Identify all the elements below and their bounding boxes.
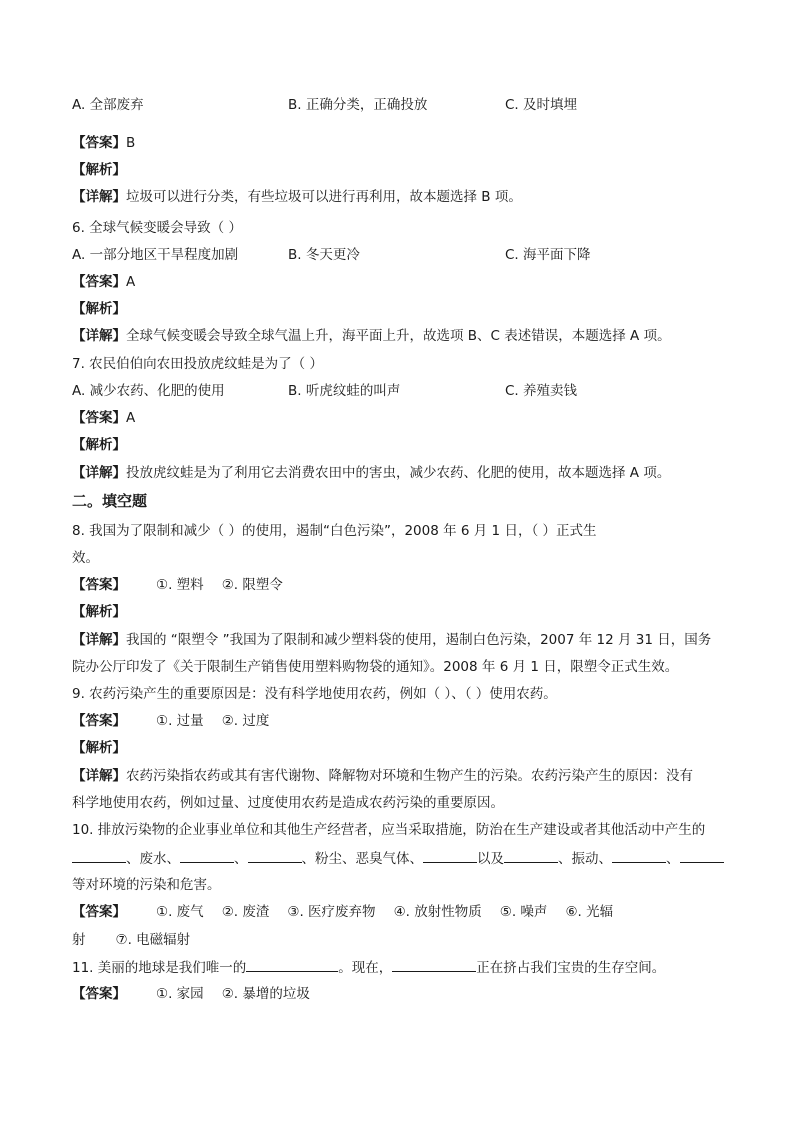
section-title: 二。填空题	[72, 492, 148, 510]
q8-question-line2: 效。	[72, 550, 99, 566]
answer-tag: 【答案】	[72, 904, 126, 920]
answer-item-1: ①. 塑料	[156, 577, 204, 593]
answer-item-7: ⑦. 电磁辐射	[115, 932, 191, 948]
answer-tag: 【答案】	[72, 713, 126, 729]
q6-question: 6. 全球气候变暖会导致（ ）	[72, 220, 242, 236]
answer-value: B	[126, 135, 136, 151]
q6-option-a: A. 一部分地区干旱程度加剧	[72, 247, 239, 263]
q10-text: 以及	[477, 851, 504, 867]
fill-blank	[180, 848, 234, 863]
q9-detail-line2: 科学地使用农药，例如过量、过度使用农药是造成农药污染的重要原因。	[72, 795, 504, 811]
q11-text: 11. 美丽的地球是我们唯一的	[72, 960, 247, 976]
q8-analysis-tag: 【解析】	[72, 604, 126, 620]
q7-option-c: C. 养殖卖钱	[505, 383, 578, 399]
q7-option-b: B. 听虎纹蛙的叫声	[288, 383, 401, 399]
q11-text: 正在挤占我们宝贵的生存空间。	[476, 960, 666, 976]
q8-answer	[72, 575, 283, 595]
detail-tag: 【详解】	[72, 328, 126, 344]
answer-item-2: ②. 暴增的垃圾	[221, 986, 310, 1002]
answer-item-6-cont: 射	[72, 932, 86, 948]
answer-item-1: ①. 废气	[156, 904, 204, 920]
q5-detail	[72, 187, 522, 207]
answer-item-4: ④. 放射性物质	[393, 904, 482, 920]
q7-answer	[72, 408, 135, 428]
fill-blank	[504, 848, 558, 863]
answer-item-1: ①. 过量	[156, 713, 204, 729]
q10-answer	[72, 902, 613, 922]
detail-tag: 【详解】	[72, 632, 126, 648]
detail-tag: 【详解】	[72, 465, 126, 481]
answer-item-5: ⑤. 噪声	[499, 904, 548, 920]
fill-blank	[612, 848, 666, 863]
q10-question-line2	[72, 848, 724, 869]
answer-tag: 【答案】	[72, 274, 126, 290]
q10-answer-line2	[72, 930, 190, 950]
q7-question: 7. 农民伯伯向农田投放虎纹蛙是为了（ ）	[72, 356, 323, 372]
answer-tag: 【答案】	[72, 135, 126, 151]
q5-analysis-tag: 【解析】	[72, 162, 126, 178]
q10-text: 、	[234, 851, 248, 867]
answer-value: A	[126, 274, 136, 290]
q10-text: 、振动、	[558, 851, 612, 867]
q6-answer	[72, 272, 135, 292]
detail-tag: 【详解】	[72, 189, 126, 205]
answer-item-6: ⑥. 光辐	[565, 904, 614, 920]
q5-option-b: B. 正确分类，正确投放	[288, 97, 428, 113]
answer-item-2: ②. 限塑令	[221, 577, 283, 593]
q6-option-c: C. 海平面下降	[505, 247, 591, 263]
q6-detail	[72, 326, 671, 346]
detail-text: 垃圾可以进行分类，有些垃圾可以进行再利用，故本题选择 B 项。	[126, 189, 522, 205]
q7-option-a: A. 减少农药、化肥的使用	[72, 383, 225, 399]
q10-text: 、废水、	[126, 851, 180, 867]
q9-detail-line1	[72, 766, 693, 786]
q8-question-line1: 8. 我国为了限制和减少（ ）的使用，遏制“白色污染”，2008 年 6 月 1 日，（ ）正式生	[72, 523, 597, 539]
q7-analysis-tag: 【解析】	[72, 437, 126, 453]
q11-question	[72, 957, 665, 978]
q10-text: 、	[666, 851, 680, 867]
fill-blank	[423, 848, 477, 863]
answer-value: A	[126, 410, 136, 426]
answer-item-2: ②. 废渣	[221, 904, 270, 920]
detail-text: 农药污染指农药或其有害代谢物、降解物对环境和生物产生的污染。农药污染产生的原因：没有	[126, 768, 693, 784]
detail-text: 投放虎纹蛙是为了利用它去消费农田中的害虫，减少农药、化肥的使用，故本题选择 A 项。	[126, 465, 671, 481]
q10-question-line3: 等对环境的污染和危害。	[72, 877, 221, 893]
fill-blank	[248, 848, 302, 863]
q7-detail	[72, 463, 670, 483]
q5-answer	[72, 133, 135, 153]
q9-answer	[72, 711, 269, 731]
q6-analysis-tag: 【解析】	[72, 301, 126, 317]
answer-item-2: ②. 过度	[221, 713, 270, 729]
fill-blank	[246, 957, 338, 972]
q9-analysis-tag: 【解析】	[72, 740, 126, 756]
detail-tag: 【详解】	[72, 768, 126, 784]
q8-detail-line1	[72, 630, 711, 650]
answer-tag: 【答案】	[72, 410, 126, 426]
detail-text: 我国的 “限塑令 ”我国为了限制和减少塑料袋的使用，遏制白色污染，2007 年 12 月 31 日，国务	[126, 632, 712, 648]
answer-tag: 【答案】	[72, 986, 126, 1002]
q5-option-c: C. 及时填埋	[505, 97, 578, 113]
answer-item-1: ①. 家园	[156, 986, 204, 1002]
fill-blank	[72, 848, 126, 863]
q5-option-a: A. 全部废弃	[72, 97, 144, 113]
fill-blank	[680, 848, 724, 863]
fill-blank	[392, 957, 476, 972]
q11-answer	[72, 984, 310, 1004]
q8-detail-line2: 院办公厅印发了《关于限制生产销售使用塑料购物袋的通知》。2008 年 6 月 1 日，限塑令正式生效。	[72, 659, 679, 675]
q6-option-b: B. 冬天更冷	[288, 247, 360, 263]
q9-question: 9. 农药污染产生的重要原因是：没有科学地使用农药，例如（ ）、（ ）使用农药。	[72, 686, 557, 702]
answer-tag: 【答案】	[72, 577, 126, 593]
q11-text: 。现在，	[338, 960, 393, 976]
detail-text: 全球气候变暖会导致全球气温上升，海平面上升，故选项 B、C 表述错误，本题选择 A 项。	[126, 328, 671, 344]
q10-question-line1: 10. 排放污染物的企业事业单位和其他生产经营者，应当采取措施，防治在生产建设或者其他活动中产生的	[72, 822, 706, 838]
q10-text: 、粉尘、恶臭气体、	[301, 851, 423, 867]
answer-item-3: ③. 医疗废弃物	[287, 904, 376, 920]
